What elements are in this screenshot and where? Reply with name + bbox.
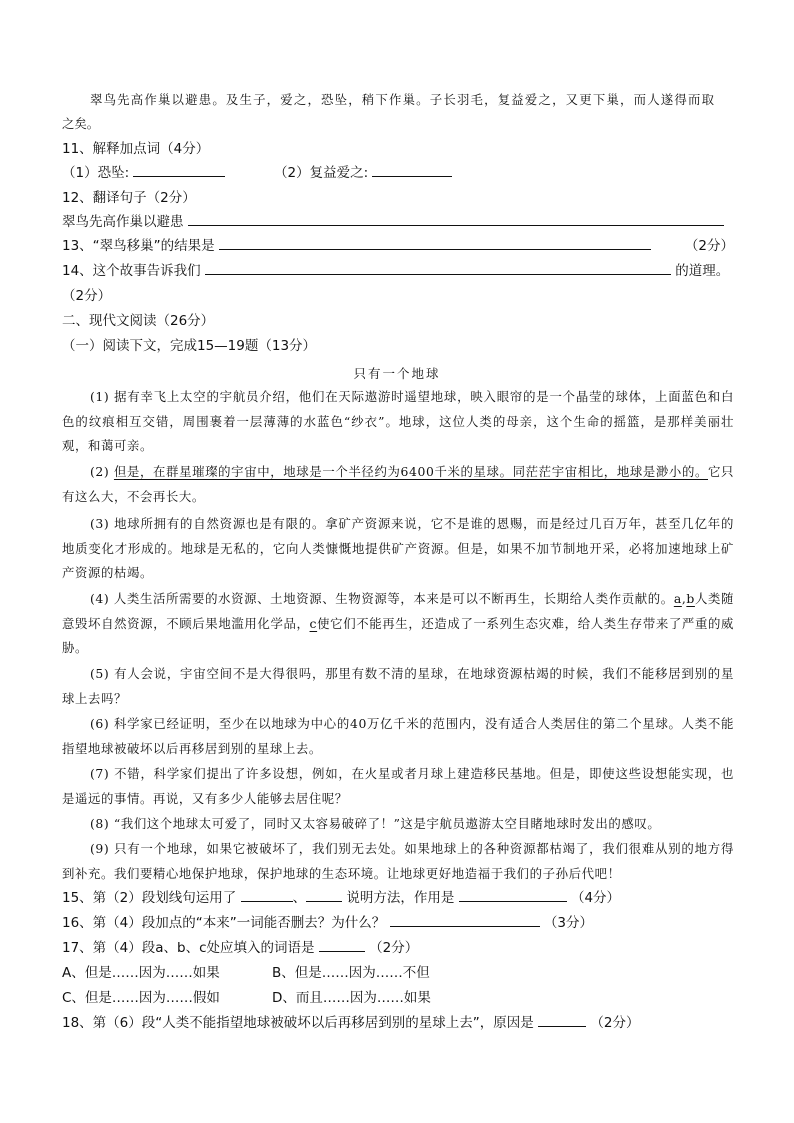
q15-blank-2[interactable] — [306, 887, 342, 902]
section2-subheading: （一）阅读下文，完成15—19题（13分） — [62, 338, 317, 354]
q18-line — [62, 1011, 734, 1035]
p4-first-sentence: (4) 人类生活所需要的水资源、土地资源、生物资源等，本来是可以不断再生，长期给人类作贡献的。 — [90, 591, 674, 606]
q16-answer-blank[interactable] — [390, 912, 540, 927]
q13-answer-blank[interactable] — [219, 235, 651, 250]
p4-blank-a: a — [673, 591, 682, 606]
q16-label: 16、第（4）段加点的“本来”一词能否删去？为什么？ — [62, 915, 386, 931]
q12-sentence: 翠鸟先高作巢以避患 — [62, 214, 184, 230]
q17-option-c[interactable]: C、但是……因为……假如 — [62, 990, 220, 1006]
q15-label-b: 说明方法，作用是 — [346, 890, 455, 906]
article-paragraph-2 — [62, 460, 734, 509]
article-paragraph-1: (1) 据有幸飞上太空的宇航员介绍，他们在天际遨游时遥望地球，映入眼帘的是一个晶莹的球体，上面蓝色和白色的纹痕相互交错，周围裹着一层薄薄的水蓝色“纱衣”。地球，这位人类的母亲，这个生命的摇篮，是那样美丽壮观，和蔼可亲。 — [62, 389, 734, 453]
q17-option-a[interactable]: A、但是……因为……如果 — [62, 965, 220, 981]
p4-blank-c: c — [309, 615, 318, 631]
q13-label: 13、“翠鸟移巢”的结果是 — [62, 238, 215, 254]
q15-label-a: 15、第（2）段划线句运用了 — [62, 890, 237, 906]
q17-option-b[interactable]: B、但是……因为……不但 — [272, 965, 430, 981]
q14-tail: 的道理。 — [675, 263, 730, 279]
q15-sep: 、 — [292, 890, 307, 906]
q11-item2-label: （2）复益爱之: — [274, 165, 369, 181]
q16-line — [62, 911, 734, 935]
q15-blank-1[interactable] — [241, 887, 293, 902]
q13-line — [62, 234, 734, 258]
q17-option-d[interactable]: D、而且……因为……如果 — [272, 990, 431, 1006]
p2-underlined-sentence: 但是，在群星璀璨的宇宙中，地球是一个半径约为6400千米的星球。同茫茫宇宙相比，地球是渺小的。 — [113, 464, 708, 479]
classical-text: 翠鸟先高作巢以避患。及生子，爱之，恐坠，稍下作巢。子长羽毛，复益爱之，又更下巢，而人遂得而取 — [90, 92, 716, 107]
article-title: 只有一个地球 — [353, 366, 441, 381]
q12-label: 12、翻译句子（2分） — [62, 190, 196, 206]
q12-answer-blank[interactable] — [188, 211, 724, 226]
article-paragraph-7: (7) 不错，科学家们提出了许多设想，例如，在火星或者月球上建造移民基地。但是，即使这些设想能实现，也是遥远的事情。再说，又有多少人能够去居住呢？ — [62, 766, 734, 806]
q14-score: （2分） — [62, 288, 112, 304]
p2-prefix: (2) — [90, 464, 114, 479]
p2-rest: 它只有这么大，不会再长大。 — [62, 464, 735, 504]
q18-label: 18、第（6）段“人类不能指望地球被破坏以后再移居到别的星球上去”，原因是 — [62, 1015, 534, 1031]
q11-label: 11、解释加点词（4分） — [62, 141, 210, 157]
article-paragraph-3: (3) 地球所拥有的自然资源也是有限的。拿矿产资源来说，它不是谁的恩赐，而是经过几百万年，甚至几亿年的地质变化才形成的。地球是无私的，它向人类慷慨地提供矿产资源。但是，如果不加节制地开采，必将加速地球上矿产资源的枯竭。 — [62, 516, 734, 580]
q14-label: 14、这个故事告诉我们 — [62, 263, 201, 279]
q16-score: （3分） — [543, 915, 593, 931]
p4-text-2: 使它们不能再生，还造成了一系列生态灾难，给人类生存带来了严重的威胁。 — [62, 615, 734, 655]
article-paragraph-6: (6) 科学家已经证明，至少在以地球为中心的40万亿千米的范围内，没有适合人类居住的第二个星球。人类不能指望地球被破坏以后再移居到别的星球上去。 — [62, 716, 734, 756]
q17-line — [62, 936, 734, 960]
q12-sentence-line — [62, 210, 734, 234]
section2-heading: 二、现代文阅读（26分） — [62, 313, 215, 329]
q18-answer-blank[interactable] — [538, 1012, 586, 1027]
p4-text-1: 人类随意毁坏自然资源，不顾后果地滥用化学品， — [62, 591, 734, 631]
p4-blank-b: b — [686, 591, 695, 606]
q14-answer-blank[interactable] — [205, 260, 671, 275]
q15-blank-3[interactable] — [459, 887, 567, 902]
q15-line — [62, 886, 734, 910]
q15-score: （4分） — [570, 890, 621, 906]
classical-passage-end: 之矣。 — [62, 116, 100, 131]
article-paragraph-4: (4) 人类生活所需要的水资源、土地资源、生物资源等，本来是可以不断再生，长期给人类作贡献的。a,b人类随意毁坏自然资源，不顾后果地滥用化学品，c使它们不能再生，还造成了一系列生态灾难，给人类生存带来了严重的威胁。 — [62, 591, 734, 655]
q17-label: 17、第（4）段a、b、c处应填入的词语是 — [62, 940, 315, 956]
q11-item1-label: （1）恐坠: — [62, 165, 130, 181]
q11-item1-blank[interactable] — [133, 162, 225, 177]
q11-item2-blank[interactable] — [372, 162, 452, 177]
article-paragraph-8: (8) “我们这个地球太可爱了，同时又太容易破碎了！”这是宇航员遨游太空目睹地球时发出的感叹。 — [90, 816, 661, 831]
q17-score: （2分） — [369, 940, 419, 956]
q17-answer-blank[interactable] — [319, 937, 365, 952]
q18-score: （2分） — [590, 1015, 640, 1031]
article-paragraph-9: (9) 只有一个地球，如果它被破坏了，我们别无去处。如果地球上的各种资源都枯竭了，我们很难从别的地方得到补充。我们要精心地保护地球，保护地球的生态环境。让地球更好地造福于我们的子孙后代吧！ — [62, 841, 734, 881]
q13-score: （2分） — [684, 238, 734, 254]
q14-line — [62, 259, 734, 283]
q11-items — [62, 161, 734, 185]
article-paragraph-5: (5) 有人会说，宇宙空间不是大得很吗，那里有数不清的星球，在地球资源枯竭的时候，我们不能移居到别的星球上去吗？ — [62, 666, 734, 706]
classical-passage — [62, 88, 734, 113]
